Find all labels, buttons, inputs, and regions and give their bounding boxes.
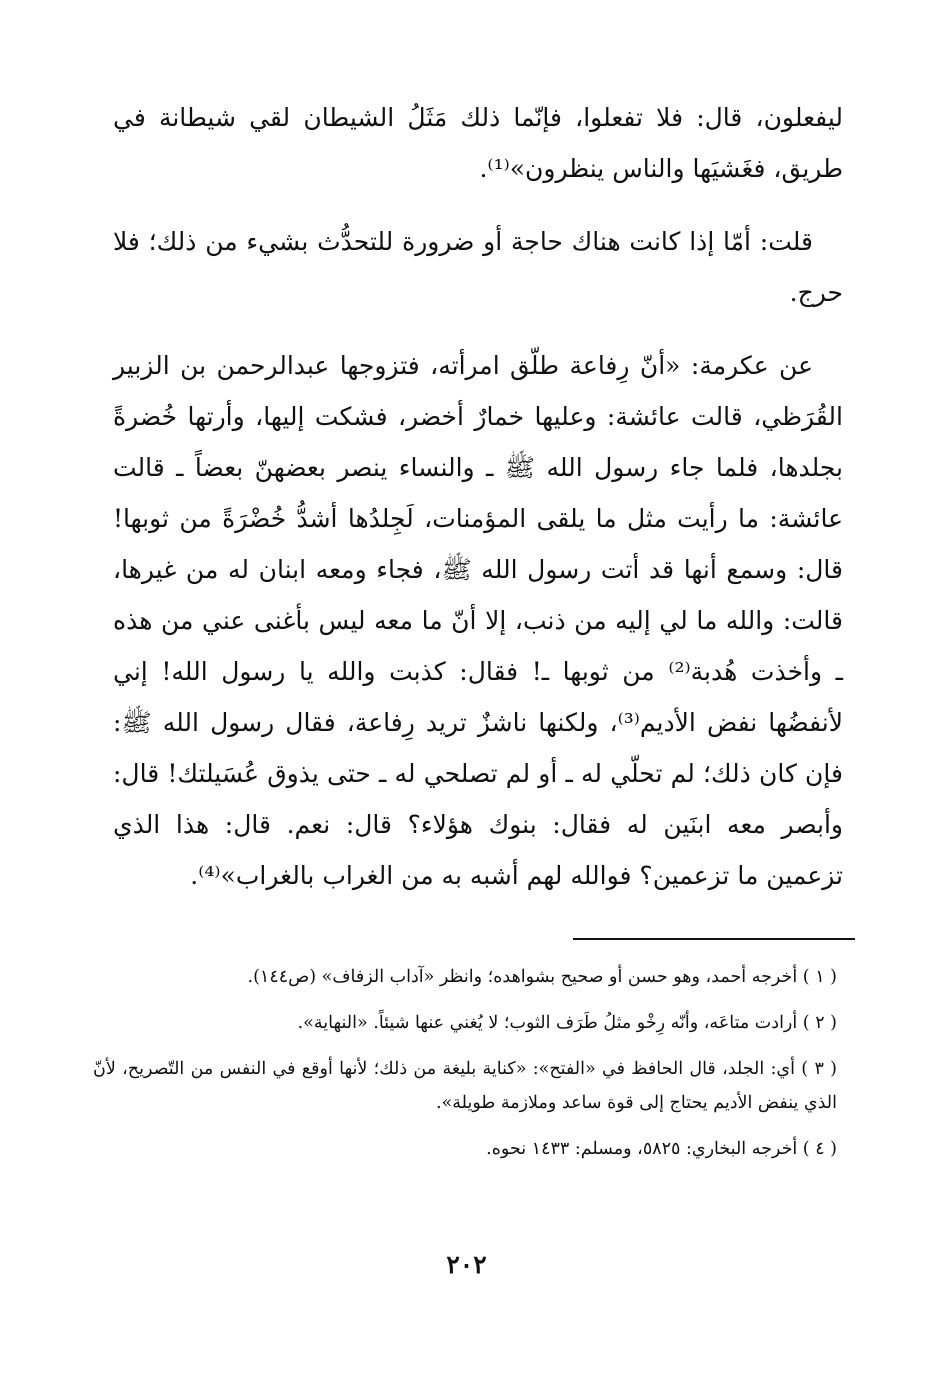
paragraph-continuation: ليفعلون، قال: فلا تفعلوا، فإنّما ذلك مَثَلُ الشيطان لقي شيطانة في طريق، فغَشيَها والناس ينظرون»⁽¹⁾. [113,103,843,183]
paragraph-hadith-ikrimah: عن عكرمة: «أنّ رِفاعة طلّق امرأته، فتزوجها عبدالرحمن بن الزبير القُرَظي، قالت عائشة: وعليها خمارٌ أخضر، فشكت إليها، وأرتها خُضرةً بجلدها، فلما جاء رسول الله ﷺ ـ والنساء ينصر بعضهنّ بعضاً ـ قالت عائشة: ما رأيت مثل ما يلقى المؤمنات، لَجِلدُها أشدُّ خُضْرَةً من ثوبها! قال: وسمع أنها قد أتت رسول الله ﷺ، فجاء ومعه ابنان له من غيرها، قالت: والله ما لي إليه من ذنب، إلا أنّ ما معه ليس بأغنى عني من هذه ـ وأخذت هُدبة⁽²⁾ من ثوبها ـ! فقال: كذبت والله يا رسول الله! إني لأنفضُها نفض الأديم⁽³⁾، ولكنها ناشزٌ تريد رِفاعة، فقال رسول الله ﷺ: فإن كان ذلك؛ لم تحلّي له ـ أو لم تصلحي له ـ حتى يذوق عُسَيلتك! قال: وأبصر معه ابنَين له فقال: بنوك هؤلاء؟ قال: نعم. قال: هذا الذي تزعمين ما تزعمين؟ فوالله لهم أشبه به من الغراب بالغراب»⁽⁴⁾. [113,351,844,890]
footnote-3: ( ٣ ) أي: الجلد، قال الحافظ في «الفتح»: «كناية بليغة من ذلك؛ لأنها أوقع في النفس من التّصريح، لأنّ الذي ينفض الأديم يحتاج إلى قوة ساعد وملازمة طويلة». [93,1059,838,1113]
footnotes-section [93,960,855,1178]
footnote-separator [573,938,855,940]
page-number: ٢٠٢ [446,1250,487,1279]
footnote-4: ( ٤ ) أخرجه البخاري: ٥٨٢٥، ومسلم: ١٤٣٣ نحوه. [486,1139,837,1159]
main-text-body [113,92,843,923]
footnote-1: ( ١ ) أخرجه أحمد، وهو حسن أو صحيح بشواهده؛ وانظر «آداب الزفاف» (ص١٤٤). [247,967,837,987]
footnote-2: ( ٢ ) أرادت متاعَه، وأنّه رِخْو مثلُ طَرَف الثوب؛ لا يُغني عنها شيئاً. «النهاية». [297,1013,837,1033]
paragraph-author-comment: قلت: أمّا إذا كانت هناك حاجة أو ضرورة للتحدُّث بشيء من ذلك؛ فلا حرج. [113,227,843,307]
